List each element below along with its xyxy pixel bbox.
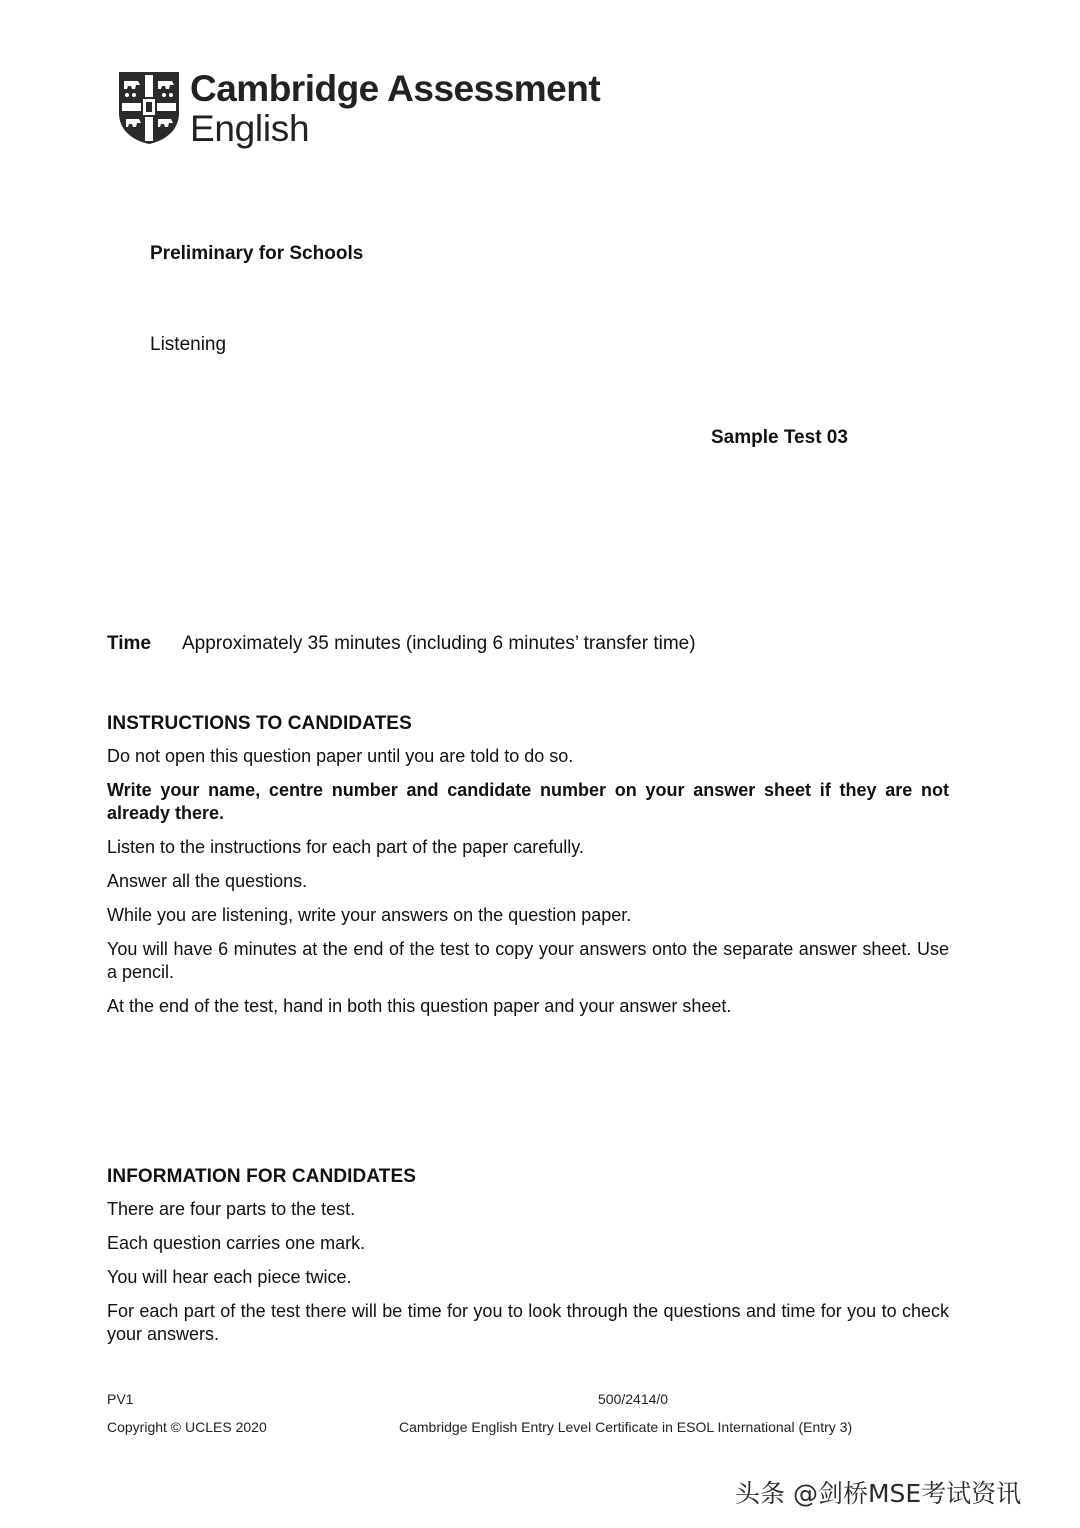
- information-item: You will hear each piece twice.: [107, 1267, 352, 1287]
- footer-paper-code: PV1: [107, 1391, 134, 1407]
- instruction-item: While you are listening, write your answers on the question paper.: [107, 905, 632, 925]
- instruction-item: Write your name, centre number and candidate number on your answer sheet if they are not already there.: [107, 780, 949, 823]
- instruction-item: Answer all the questions.: [107, 871, 308, 891]
- instruction-item: Do not open this question paper until you are told to do so.: [107, 746, 574, 766]
- time-label: Time: [107, 633, 152, 654]
- instructions-section: [107, 712, 949, 1029]
- instruction-item: You will have 6 minutes at the end of the test to copy your answers onto the separate answer sheet. Use a pencil.: [107, 939, 949, 982]
- cambridge-shield-logo: [118, 71, 180, 145]
- footer-copyright: Copyright © UCLES 2020: [107, 1419, 267, 1435]
- information-item: Each question carries one mark.: [107, 1233, 366, 1253]
- instruction-item: Listen to the instructions for each part of the paper carefully.: [107, 837, 584, 857]
- time-value: Approximately 35 minutes (including 6 minutes’ transfer time): [182, 633, 696, 654]
- footer-qualification: Cambridge English Entry Level Certificate in ESOL International (Entry 3): [399, 1419, 853, 1435]
- information-item: For each part of the test there will be time for you to look through the questions and time for you to check your answers.: [107, 1301, 949, 1344]
- paper-name: Listening: [150, 334, 227, 355]
- exam-name: Preliminary for Schools: [150, 243, 364, 264]
- footer-qualification-code: 500/2414/0: [598, 1391, 669, 1407]
- information-heading: INFORMATION FOR CANDIDATES: [107, 1166, 417, 1187]
- test-name: Sample Test 03: [711, 427, 848, 448]
- watermark: 头条 @剑桥MSE考试资讯: [735, 1479, 1022, 1508]
- instruction-item: At the end of the test, hand in both this question paper and your answer sheet.: [107, 996, 732, 1016]
- brand-name-line1: Cambridge Assessment: [190, 68, 601, 109]
- instructions-heading: INSTRUCTIONS TO CANDIDATES: [107, 713, 412, 734]
- brand-name-line2: English: [190, 108, 310, 149]
- information-section: [107, 1165, 949, 1357]
- information-item: There are four parts to the test.: [107, 1199, 356, 1219]
